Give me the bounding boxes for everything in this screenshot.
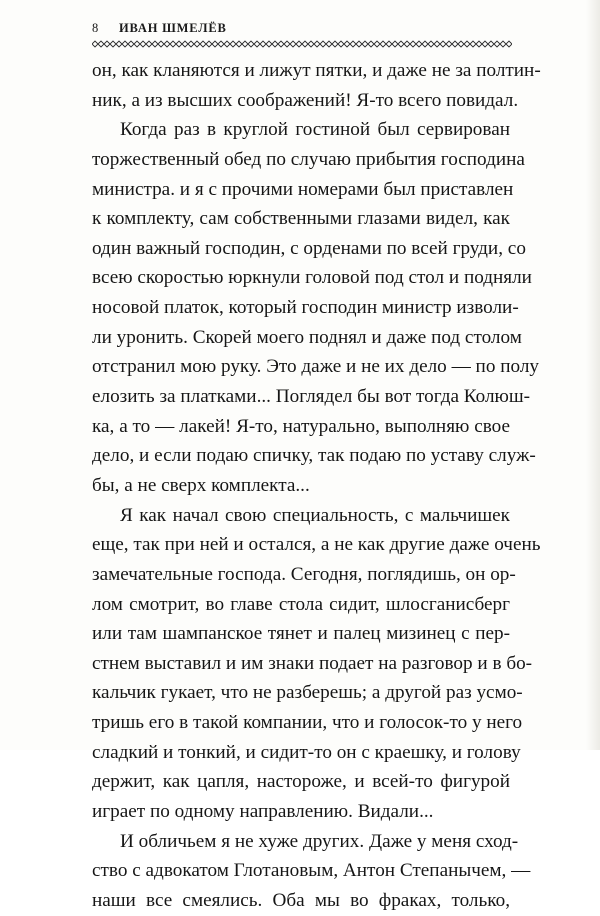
text-line: всею скоростью юркнули головой под стол и подняли bbox=[92, 267, 532, 289]
text-line: ник, а из высших соображений! Я-то всего повидал. bbox=[92, 89, 519, 111]
text-line: Когда раз в круглой гостиной был сервирован bbox=[120, 119, 510, 141]
text-line: наши все смеялись. Оба мы во фраках, только, bbox=[92, 889, 510, 911]
text-line: елозить за платками... Поглядел бы вот тогда Колюш- bbox=[92, 386, 531, 408]
page-number: 8 bbox=[92, 21, 99, 35]
page-edge-shadow bbox=[586, 0, 600, 750]
text-line: держит, как цапля, настороже, и всей-то фигурой bbox=[92, 771, 510, 793]
text-line: дело, и если подаю спичку, так подаю по уставу служ- bbox=[92, 445, 536, 467]
text-line: сладкий и тонкий, и сидит-то он с краешку, и голову bbox=[92, 741, 521, 763]
text-line: один важный господин, с орденами по всей груди, со bbox=[92, 237, 526, 259]
text-line: носовой платок, который господин министр изволи- bbox=[92, 297, 519, 319]
text-line: еще, так при ней и остался, а не как другие даже очень bbox=[92, 534, 541, 556]
text-line: ли уронить. Скорей моего поднял и даже под столом bbox=[92, 326, 522, 348]
text-line: министра. и я с прочими номерами был приставлен bbox=[92, 178, 514, 200]
running-head bbox=[92, 21, 512, 37]
running-title: ИВАН ШМЕЛЁВ bbox=[119, 21, 227, 35]
text-line: бы, а не сверх комплекта... bbox=[92, 474, 310, 496]
text-line: играет по одному направлению. Видали... bbox=[92, 801, 434, 823]
text-line: замечательные господа. Сегодня, поглядишь, он ор- bbox=[92, 563, 516, 585]
text-line: к комплекту, сам собственными глазами видел, как bbox=[92, 208, 510, 230]
text-line: или там шампанское тянет и палец мизинец с пер- bbox=[92, 623, 510, 645]
text-line: кальчик гукает, что не разберешь; а другой раз усмо- bbox=[92, 682, 523, 704]
text-line: тришь его в такой компании, что и голосок-то у него bbox=[92, 712, 523, 734]
body-text bbox=[92, 56, 541, 916]
text-line: торжественный обед по случаю прибытия господина bbox=[92, 148, 525, 170]
text-line: отстранил мою руку. Это даже и не их дело — по полу bbox=[92, 356, 539, 378]
text-line: ка, а то — лакей! Я-то, натурально, выполняю свое bbox=[92, 415, 510, 437]
text-line: Я как начал свою специальность, с мальчишек bbox=[120, 504, 510, 526]
text-line: И обличьем я не хуже других. Даже у меня сход- bbox=[120, 830, 519, 852]
text-line: ство с адвокатом Глотановым, Антон Степанычем, — bbox=[92, 860, 531, 882]
text-line: он, как кланяются и лижут пятки, и даже не за полтин- bbox=[92, 60, 541, 81]
text-line: лом смотрит, во главе стола сидит, шлосганисберг bbox=[92, 593, 510, 615]
decorative-rule-ornament bbox=[92, 40, 512, 48]
text-line: стнем выставил и им знаки подает на разговор и в бо- bbox=[92, 652, 533, 674]
